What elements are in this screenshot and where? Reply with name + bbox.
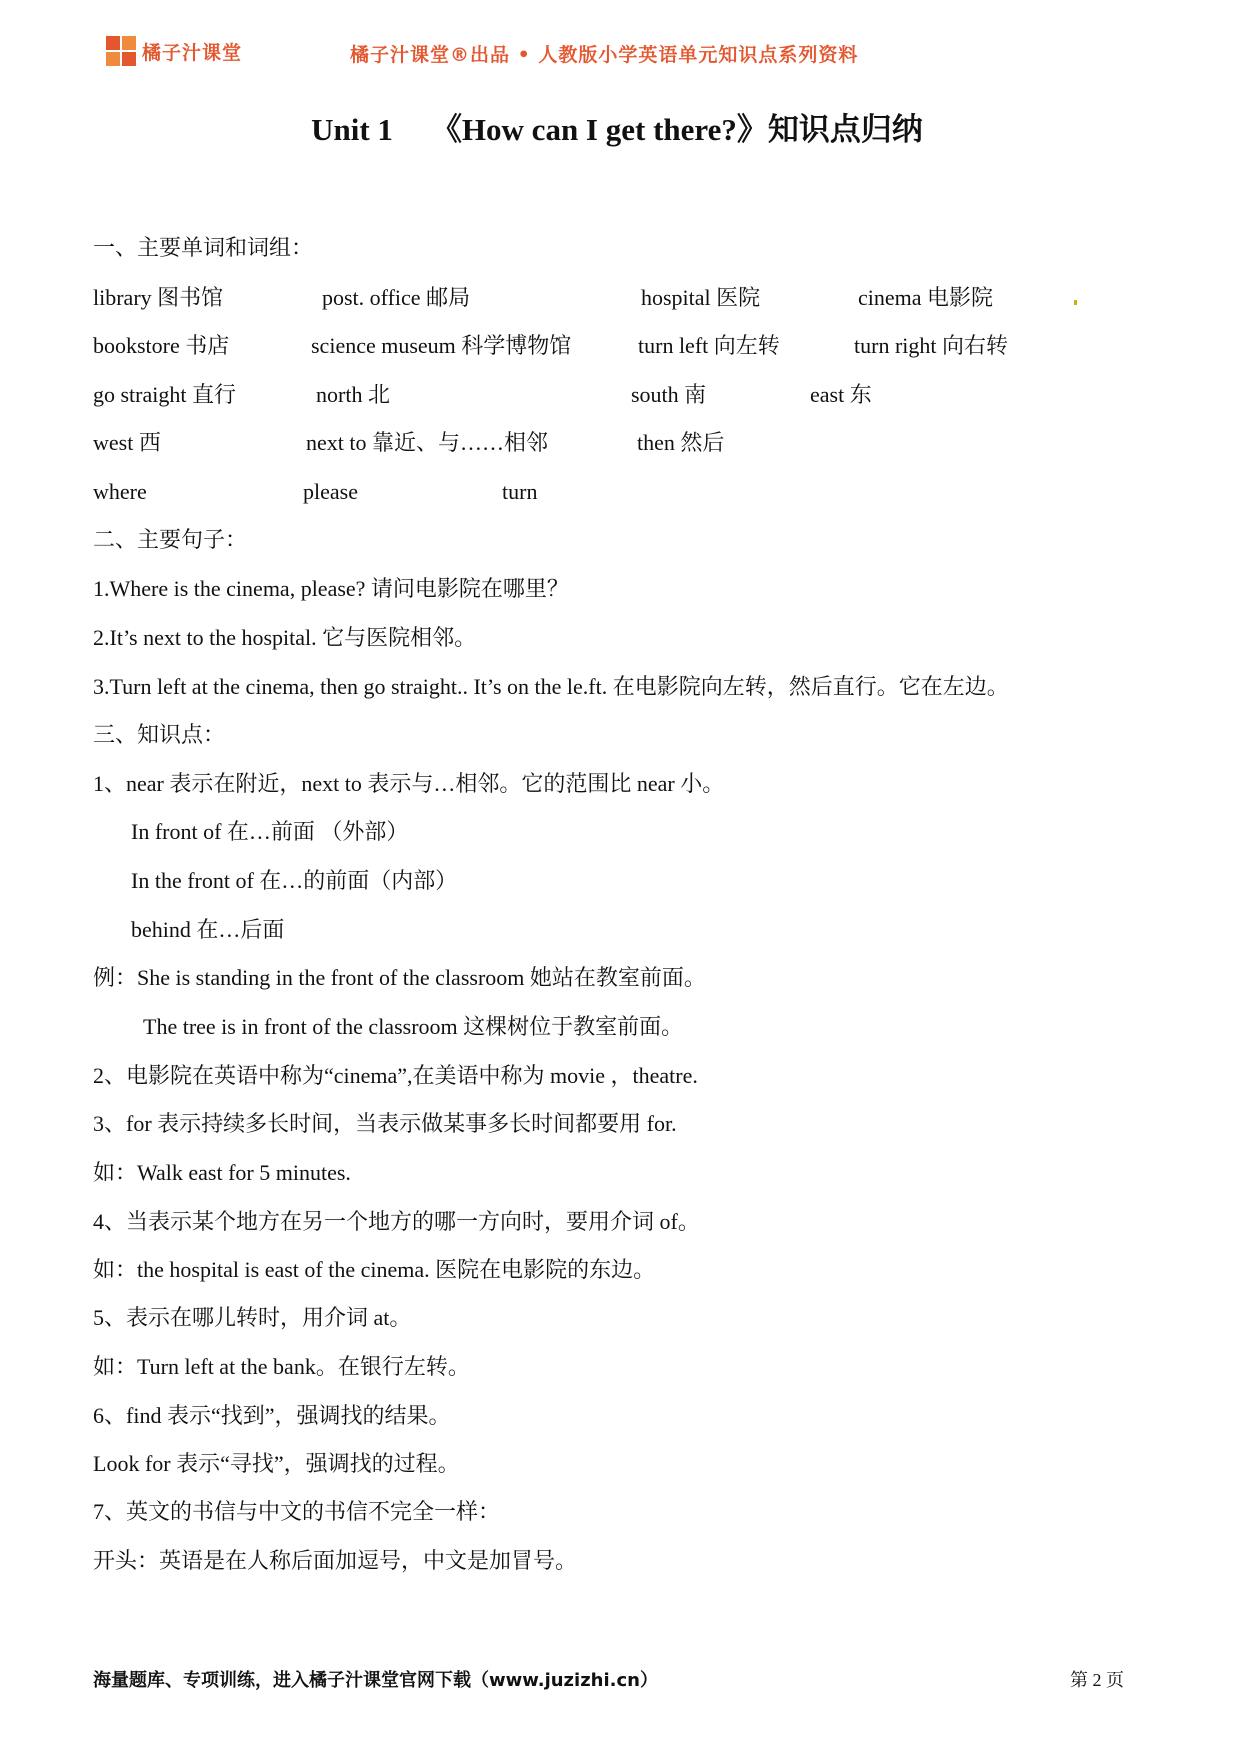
point-6: 6、find 表示“找到”，强调找的结果。 <box>93 1403 451 1428</box>
logo-text: 橘子汁课堂 <box>142 41 243 64</box>
vocab-item: library 图书馆 <box>93 285 224 310</box>
vocab-item: then 然后 <box>637 430 725 455</box>
vocab-item: please <box>303 479 358 504</box>
point-4a: 如：the hospital is east of the cinema. 医院在电影院的东边。 <box>93 1257 656 1282</box>
unit-label: Unit 1 <box>311 112 393 147</box>
title-text: 《How can I get there?》知识点归纳 <box>430 112 923 147</box>
point-7a: 开头：英语是在人称后面加逗号，中文是加冒号。 <box>93 1548 578 1573</box>
section2-heading: 二、主要句子： <box>93 527 248 552</box>
vocab-item: cinema 电影院 <box>858 285 994 310</box>
page-number: 第 2 页 <box>1070 1670 1124 1690</box>
vocab-item: post. office 邮局 <box>322 285 471 310</box>
point-1: 1、near 表示在附近，next to 表示与…相邻。它的范围比 near 小。 <box>93 771 725 796</box>
point-7: 7、英文的书信与中文的书信不完全一样： <box>93 1499 501 1524</box>
vocab-item: hospital 医院 <box>641 285 761 310</box>
vocab-item: bookstore 书店 <box>93 333 230 358</box>
point-1a: In front of 在…前面 （外部） <box>131 819 409 844</box>
vocab-item: next to 靠近、与……相邻 <box>306 430 548 455</box>
vocab-item: east 东 <box>810 382 872 407</box>
point-1b: In the front of 在…的前面（内部） <box>131 868 458 893</box>
sentence-2: 2.It’s next to the hospital. 它与医院相邻。 <box>93 625 477 650</box>
vocab-item: science museum 科学博物馆 <box>311 333 572 358</box>
vocab-item: turn right 向右转 <box>854 333 1008 358</box>
point-5a: 如：Turn left at the bank。在银行左转。 <box>93 1354 470 1379</box>
section1-heading: 一、主要单词和词组： <box>93 235 314 260</box>
stray-mark <box>1074 300 1077 305</box>
point-1e: The tree is in front of the classroom 这棵树位于教室前面。 <box>143 1014 684 1039</box>
point-6a: Look for 表示“寻找”，强调找的过程。 <box>93 1451 460 1476</box>
vocab-item: go straight 直行 <box>93 382 236 407</box>
point-4: 4、当表示某个地方在另一个地方的哪一方向时，要用介词 of。 <box>93 1209 700 1234</box>
vocab-item: west 西 <box>93 430 161 455</box>
footer-link-text: 海量题库、专项训练，进入橘子汁课堂官网下载（www.juzizhi.cn） <box>93 1670 658 1691</box>
point-2: 2、电影院在英语中称为“cinema”,在美语中称为 movie ，theatre. <box>93 1063 698 1088</box>
point-3: 3、for 表示持续多长时间，当表示做某事多长时间都要用 for. <box>93 1111 677 1136</box>
point-5: 5、表示在哪儿转时，用介词 at。 <box>93 1305 412 1330</box>
document-title <box>0 104 1234 149</box>
vocab-item: turn <box>502 479 538 504</box>
vocab-item: where <box>93 479 147 504</box>
section3-heading: 三、知识点： <box>93 722 226 747</box>
header-title: 橘子汁课堂®出品 • 人教版小学英语单元知识点系列资料 <box>350 44 859 66</box>
point-1d: 例：She is standing in the front of the classroom 她站在教室前面。 <box>93 965 706 990</box>
vocab-item: south 南 <box>631 382 707 407</box>
point-1c: behind 在…后面 <box>131 917 285 942</box>
logo-icon <box>106 36 136 66</box>
point-3a: 如：Walk east for 5 minutes. <box>93 1160 351 1185</box>
sentence-3: 3.Turn left at the cinema, then go straight.. It’s on the le.ft. 在电影院向左转，然后直行。它在左边。 <box>93 674 1009 699</box>
sentence-1: 1.Where is the cinema, please? 请问电影院在哪里？ <box>93 576 569 601</box>
brand-logo <box>106 36 242 66</box>
vocab-item: turn left 向左转 <box>638 333 780 358</box>
vocab-item: north 北 <box>316 382 390 407</box>
